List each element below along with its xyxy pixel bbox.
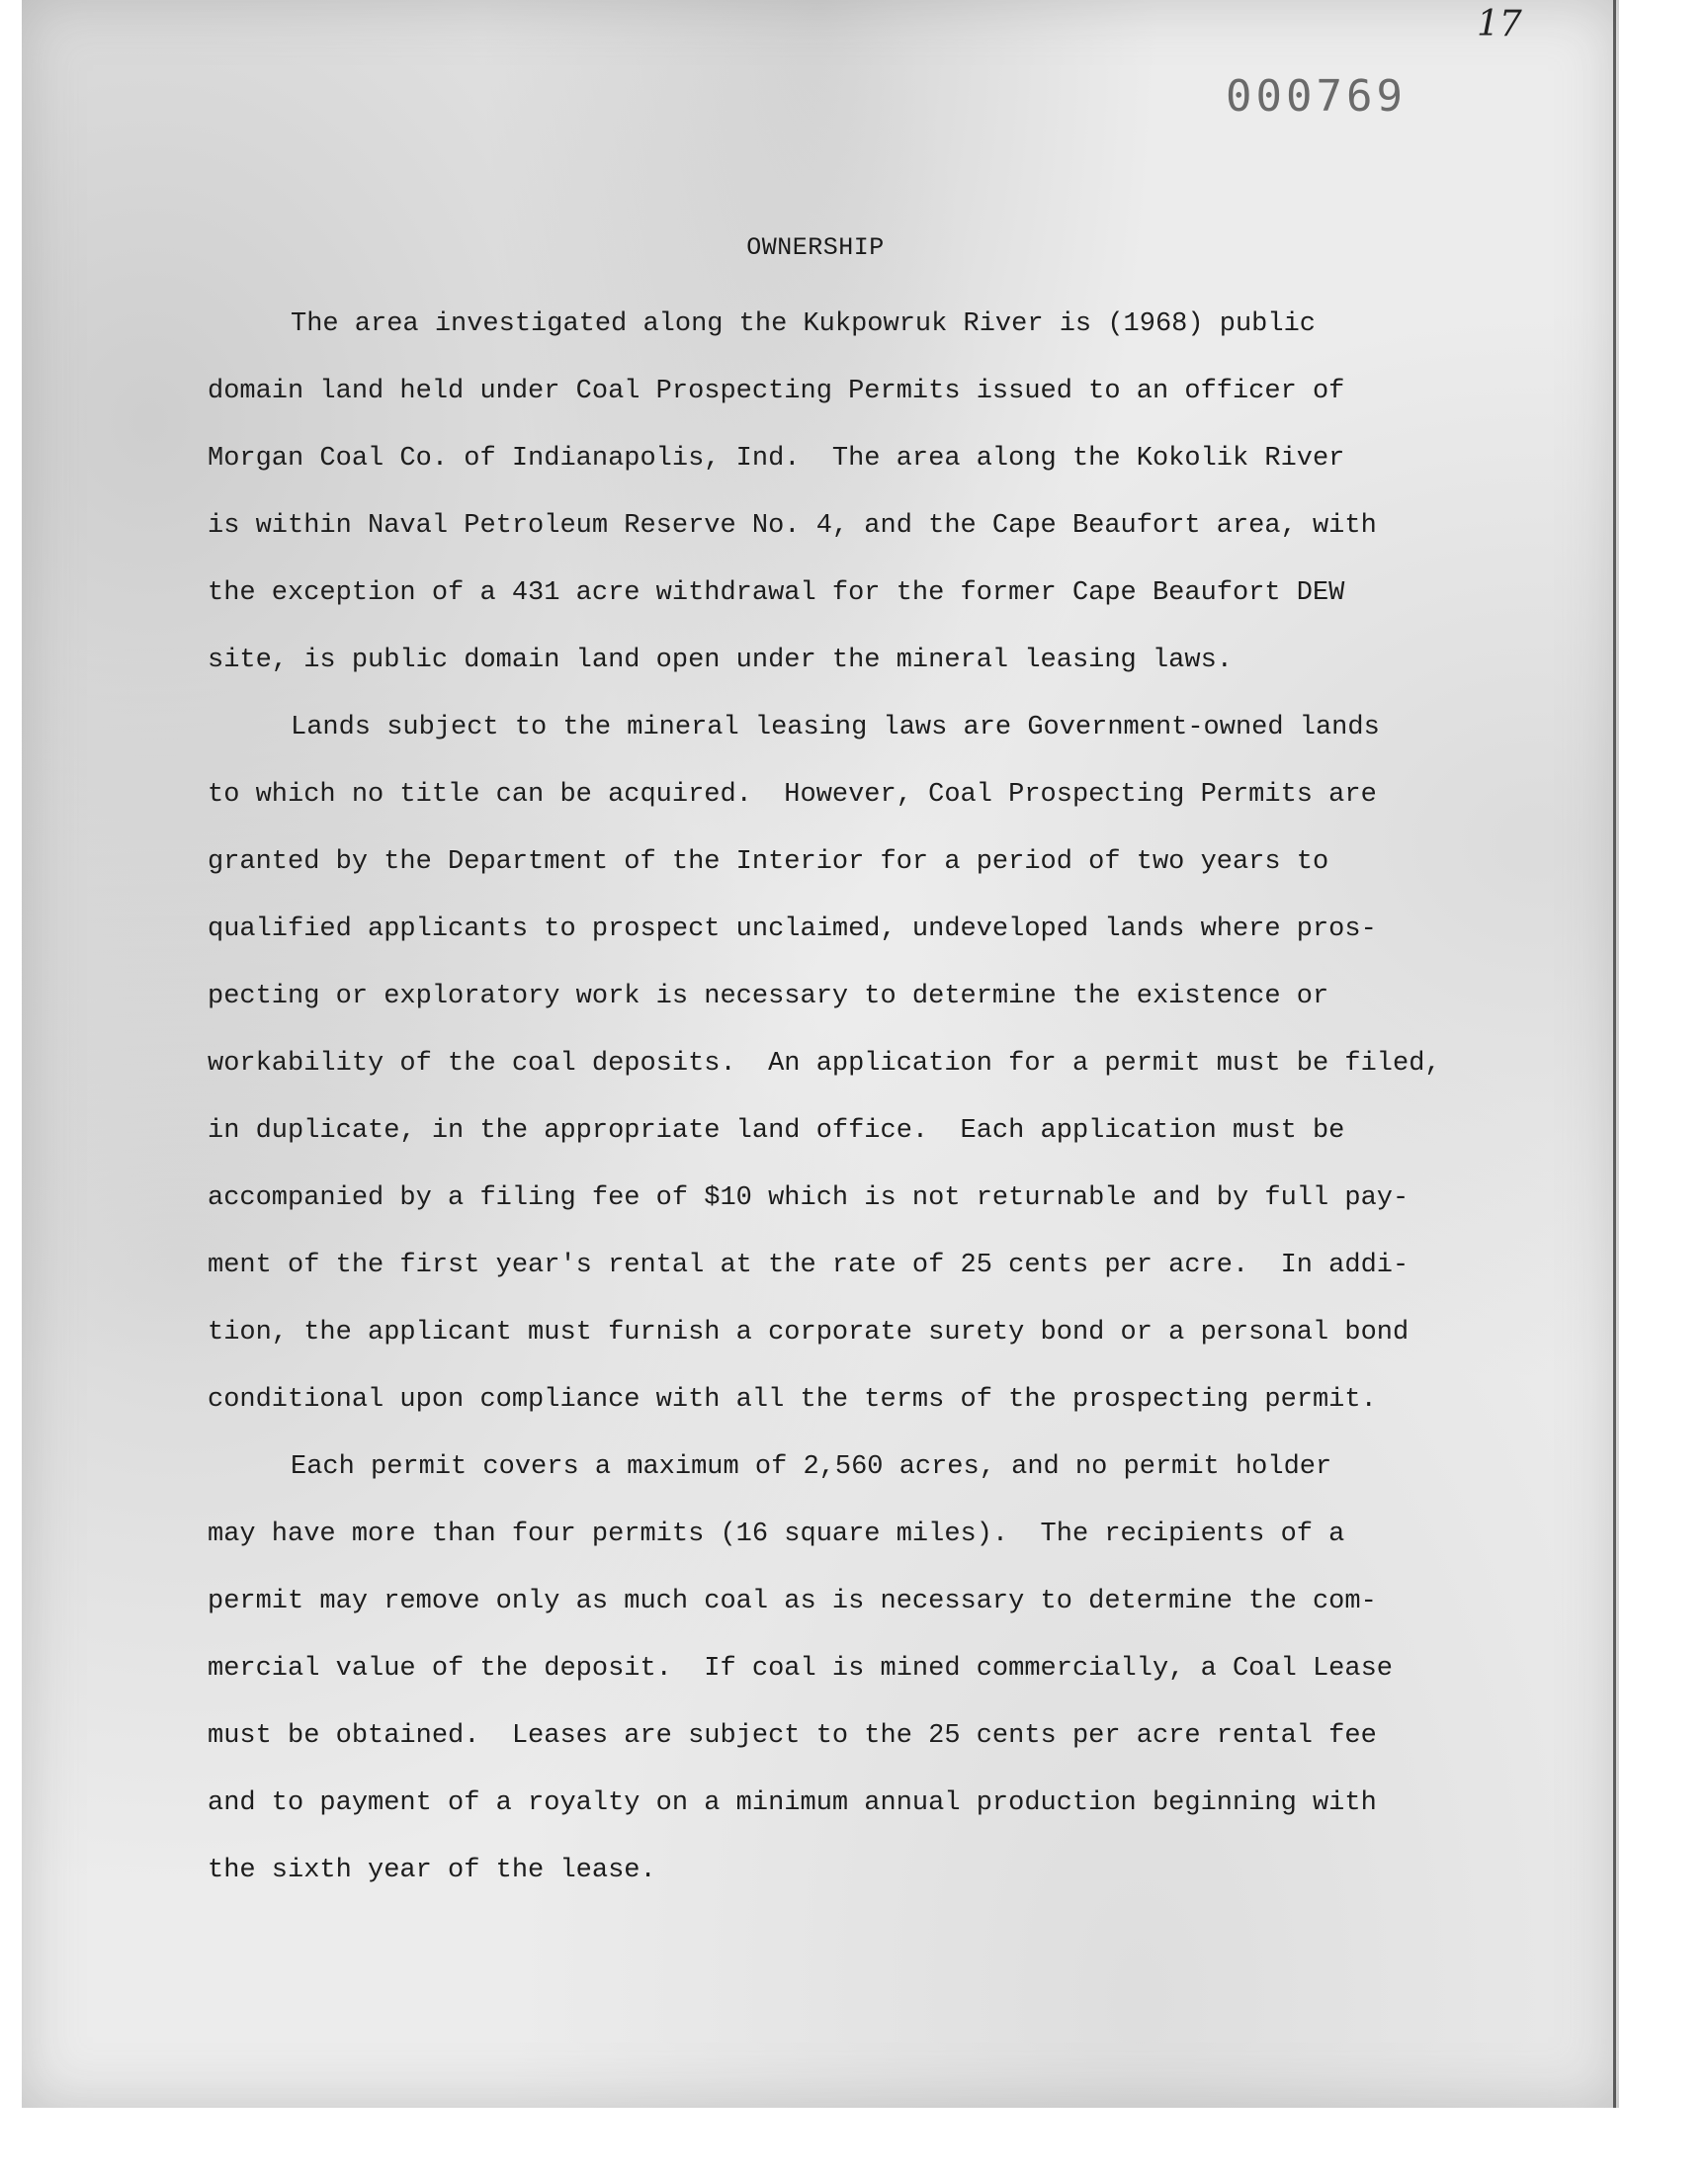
text-line: pecting or exploratory work is necessary to determine the existence or: [208, 982, 1329, 1011]
page-edge-shadow: [1613, 0, 1616, 2108]
paragraph-3: [208, 1434, 1522, 1904]
text-line: Morgan Coal Co. of Indianapolis, Ind. The area along the Kokolik River: [208, 444, 1345, 474]
text-line: workability of the coal deposits. An application for a permit must be filed,: [208, 1049, 1441, 1079]
text-line: ment of the first year's rental at the rate of 25 cents per acre. In addi-: [208, 1251, 1409, 1280]
text-line: the exception of a 431 acre withdrawal for the former Cape Beaufort DEW: [208, 578, 1345, 608]
text-line: may have more than four permits (16 square miles). The recipients of a: [208, 1520, 1345, 1549]
text-line: qualified applicants to prospect unclaimed, undeveloped lands where pros-: [208, 914, 1377, 944]
text-line: conditional upon compliance with all the terms of the prospecting permit.: [208, 1385, 1377, 1415]
text-line: The area investigated along the Kukpowruk River is (1968) public: [291, 309, 1316, 339]
text-line: the sixth year of the lease.: [208, 1856, 656, 1885]
text-line: Each permit covers a maximum of 2,560 acres, and no permit holder: [291, 1452, 1332, 1482]
text-line: Lands subject to the mineral leasing laws are Government-owned lands: [291, 713, 1380, 742]
text-line: must be obtained. Leases are subject to the 25 cents per acre rental fee: [208, 1721, 1377, 1751]
page-title: OWNERSHIP: [746, 233, 885, 262]
text-line: in duplicate, in the appropriate land office. Each application must be: [208, 1116, 1345, 1146]
text-line: granted by the Department of the Interior for a period of two years to: [208, 847, 1329, 877]
text-line: site, is public domain land open under the mineral leasing laws.: [208, 646, 1233, 675]
document-stamp-number: 000769: [1226, 71, 1407, 122]
body-text: [208, 291, 1522, 1904]
text-line: is within Naval Petroleum Reserve No. 4, and the Cape Beaufort area, with: [208, 511, 1377, 541]
paragraph-2: [208, 694, 1522, 1434]
text-line: permit may remove only as much coal as is necessary to determine the com-: [208, 1587, 1377, 1616]
paragraph-1: [208, 291, 1522, 694]
text-line: accompanied by a filing fee of $10 which is not returnable and by full pay-: [208, 1183, 1409, 1213]
text-line: mercial value of the deposit. If coal is mined commercially, a Coal Lease: [208, 1654, 1393, 1684]
handwritten-page-number: 17: [1477, 4, 1522, 44]
text-line: tion, the applicant must furnish a corporate surety bond or a personal bond: [208, 1318, 1409, 1348]
text-line: domain land held under Coal Prospecting Permits issued to an officer of: [208, 377, 1345, 406]
text-line: to which no title can be acquired. However, Coal Prospecting Permits are: [208, 780, 1377, 810]
text-line: and to payment of a royalty on a minimum annual production beginning with: [208, 1788, 1377, 1818]
